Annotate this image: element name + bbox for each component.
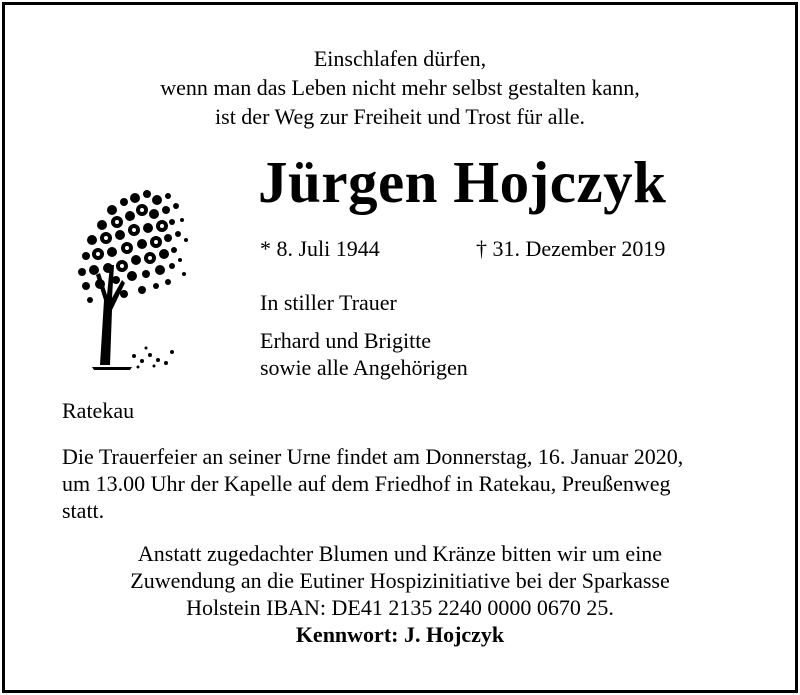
- poem-line-3: ist der Weg zur Freiheit und Trost für alle.: [215, 104, 585, 129]
- donation-text: [0, 540, 800, 648]
- deceased-name: Jürgen Hojczyk: [258, 149, 667, 215]
- ceremony-line-1: Die Trauerfeier an seiner Urne findet am Donnerstag, 16. Januar 2020,: [62, 444, 684, 469]
- mourning-intro: In stiller Trauer: [260, 290, 397, 315]
- death-date: † 31. Dezember 2019: [476, 236, 666, 261]
- ceremony-text: [62, 443, 683, 524]
- donation-line-3: Holstein IBAN: DE41 2135 2240 0000 0670 25.: [186, 595, 614, 620]
- poem: [0, 44, 800, 131]
- ceremony-line-3: statt.: [62, 498, 105, 523]
- donation-line-1: Anstatt zugedachter Blumen und Kränze bitten wir um eine: [137, 541, 663, 566]
- poem-line-2: wenn man das Leben nicht mehr selbst gestalten kann,: [160, 75, 640, 100]
- mourners: [260, 327, 468, 381]
- poem-line-1: Einschlafen dürfen,: [313, 46, 487, 71]
- place: Ratekau: [62, 398, 135, 423]
- donation-line-2: Zuwendung an die Eutiner Hospizinitiative bei der Sparkasse: [130, 568, 670, 593]
- birth-date: * 8. Juli 1944: [260, 236, 380, 261]
- donation-keyword: Kennwort: J. Hojczyk: [295, 622, 505, 647]
- mourners-line-1: Erhard und Brigitte: [260, 328, 432, 353]
- mourners-line-2: sowie alle Angehörigen: [260, 355, 468, 380]
- ceremony-line-2: um 13.00 Uhr der Kapelle auf dem Friedhof in Ratekau, Preußenweg: [62, 471, 671, 496]
- tree-icon: [72, 180, 192, 380]
